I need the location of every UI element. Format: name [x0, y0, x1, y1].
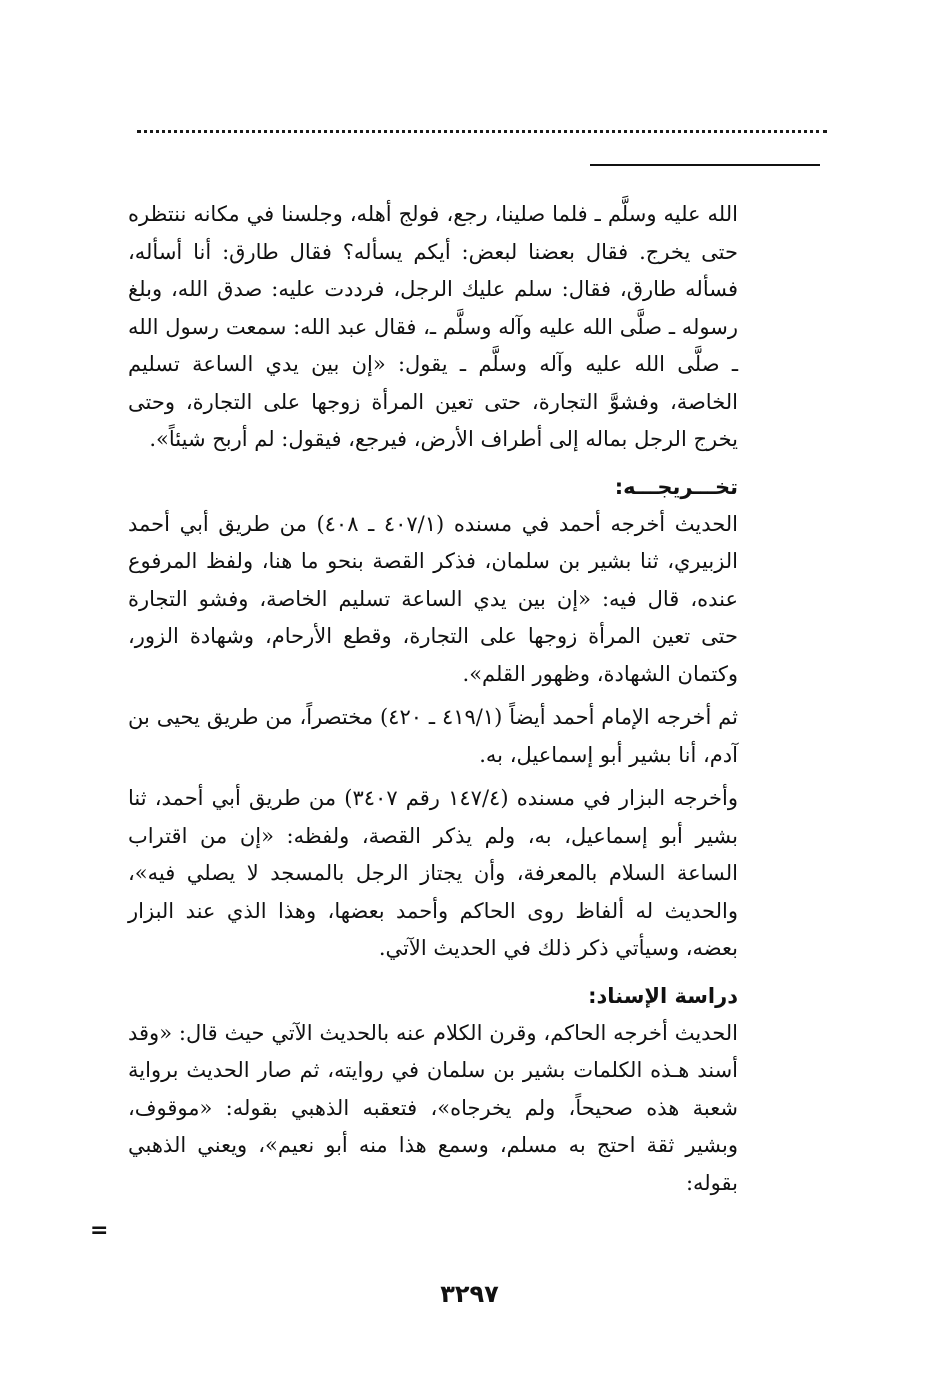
takhrij-paragraph-2: ثم أخرجه الإمام أحمد أيضاً (٤١٩/١ ـ ٤٢٠) مختصراً، من طريق يحيى بن آدم، أنا بشير أبو إسماعيل، به.: [128, 705, 738, 767]
isnad-paragraph-1: الحديث أخرجه الحاكم، وقرن الكلام عنه بالحديث الآتي حيث قال: «وقد أسند هـذه الكلمات بشير بن سلمان في روايته، ثم صار الحديث برواية شعبة هذه صحيحاً، ولم يخرجاه»، فتعقبه الذهبي بقوله: «موقوف، وبشير ثقة احتج به مسلم، وسمع هذا منه أبو نعيم»، ويعني الذهبي بقوله:: [128, 1020, 738, 1195]
spacer: [128, 968, 738, 978]
takhrij-paragraph-3: وأخرجه البزار في مسنده (١٤٧/٤ رقم ٣٤٠٧) من طريق أبي أحمد، ثنا بشير أبو إسماعيل، به، ولم يذكر القصة، ولفظه: «إن من اقتراب الساعة السلام بالمعرفة، وأن يجتاز الرجل بالمسجد لا يصلي فيه»، والحديث له ألفاظ روى الحاكم وأحمد بعضها، وهذا الذي عند البزار بعضه، وسيأتي ذكر ذلك في الحديث الآتي.: [128, 786, 739, 960]
solid-divider: [590, 164, 820, 166]
page-number: ٣٢٩٧: [440, 1280, 499, 1308]
page-body: [128, 196, 738, 1202]
spacer: [128, 459, 738, 469]
isnad-heading: دراسة الإسناد:: [588, 983, 738, 1008]
takhrij-heading: تخـــريجـــه:: [614, 474, 738, 499]
dotted-divider: [137, 130, 827, 133]
takhrij-paragraph-1: الحديث أخرجه أحمد في مسنده (٤٠٧/١ ـ ٤٠٨) من طريق أبي أحمد الزبيري، ثنا بشير بن سلمان، فذكر القصة بنحو ما هنا، ولفظ المرفوع عنده، قال فيه: «إن بين يدي الساعة تسليم الخاصة، وفشو التجارة حتى تعين المرأة زوجها على التجارة، وقطع الأرحام، وشهادة الزور، وكتمان الشهادة، وظهور القلم».: [128, 511, 739, 686]
continuation-mark: =: [90, 1218, 109, 1243]
intro-paragraph: الله عليه وسلَّم ـ فلما صلينا، رجع، فولج أهله، وجلسنا في مكانه ننتظره حتى يخرج. فقال بعضنا لبعض: أيكم يسأله؟ فقال طارق: أنا أسأله، فسأله طارق، فقال: سلم عليك الرجل، فرددت عليه: صدق الله، وبلغ رسوله ـ صلَّى الله عليه وآله وسلَّم ـ، فقال عبد الله: سمعت رسول الله ـ صلَّى الله عليه وآله وسلَّم ـ يقول: «إن بين يدي الساعة تسليم الخاصة، وفشوَّ التجارة، حتى تعين المرأة زوجها على التجارة، وحتى يخرج الرجل بماله إلى أطراف الأرض، فيرجع، فيقول: لم أربح شيئاً».: [128, 202, 738, 451]
